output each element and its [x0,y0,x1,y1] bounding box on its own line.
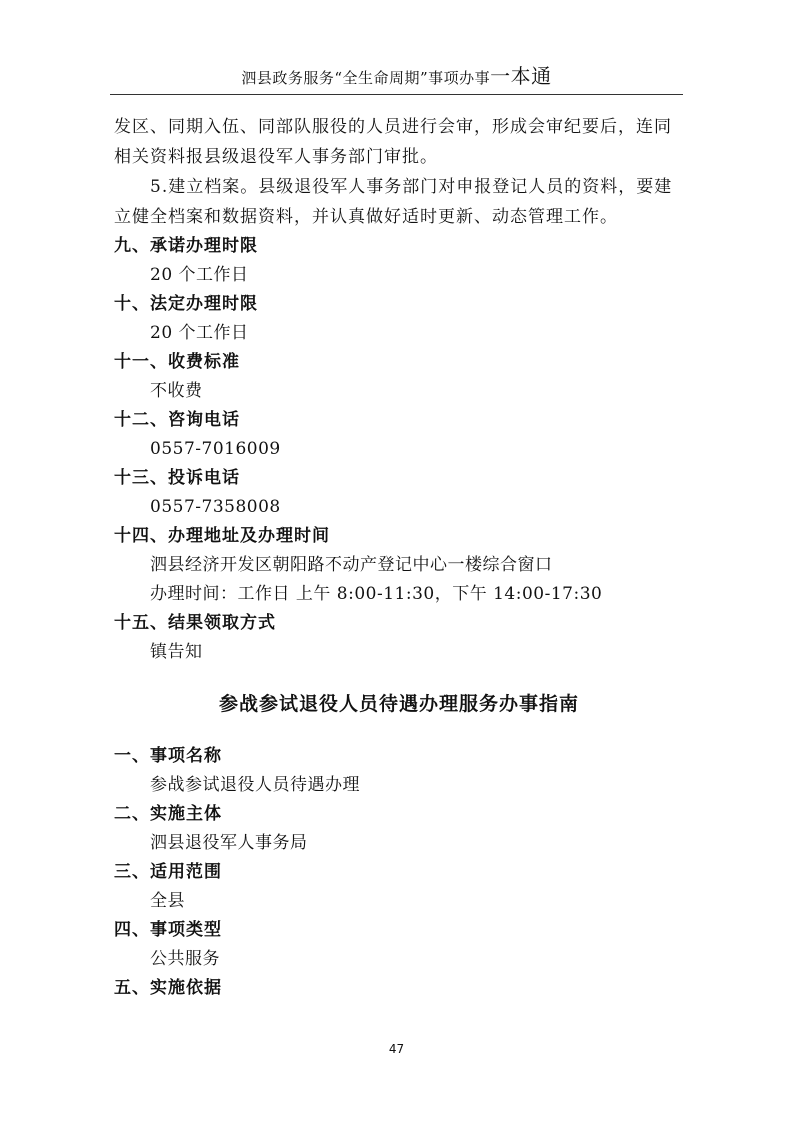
section-line: 20 个工作日 [150,265,249,285]
section-heading: 十二、咨询电话 [114,410,240,430]
section-heading: 十三、投诉电话 [114,468,240,488]
document-body [114,112,684,1003]
page-number: 47 [388,1042,405,1056]
guide-section-2 [114,800,684,858]
section-14 [114,522,684,609]
section-line: 公共服务 [150,949,220,969]
section-11 [114,348,684,406]
guide-section-3 [114,858,684,916]
section-15 [114,609,684,667]
section-heading: 二、实施主体 [114,804,222,824]
complaint-phone: 0557-7358008 [150,497,281,517]
section-heading: 十四、办理地址及办理时间 [114,526,330,546]
section-line: 20 个工作日 [150,323,249,343]
page-header [0,60,793,89]
header-rule [110,94,683,95]
section-line: 镇告知 [150,642,203,662]
section-heading: 四、事项类型 [114,920,222,940]
section-9 [114,232,684,290]
office-address: 泗县经济开发区朝阳路不动产登记中心一楼综合窗口 [150,555,553,575]
section-heading: 三、适用范围 [114,862,222,882]
section-10 [114,290,684,348]
intro-paragraph-2: 5.建立档案。县级退役军人事务部门对申报登记人员的资料，要建立健全档案和数据资料，并认真做好适时更新、动态管理工作。 [114,177,673,227]
section-line: 参战参试退役人员待遇办理 [150,775,360,795]
section-line: 全县 [150,891,185,911]
section-heading: 九、承诺办理时限 [114,236,258,256]
guide-section-4 [114,916,684,974]
section-12 [114,406,684,464]
guide-title: 参战参试退役人员待遇办理服务办事指南 [218,693,579,715]
header-emphasis: 一本通 [490,64,552,88]
header-text: 泗县政务服务“全生命周期”事项办事 [241,69,491,87]
section-heading: 十五、结果领取方式 [114,613,276,633]
section-heading: 五、实施依据 [114,978,222,998]
section-heading: 十、法定办理时限 [114,294,258,314]
section-13 [114,464,684,522]
guide-section-5 [114,974,684,1003]
intro-paragraph-1: 发区、同期入伍、同部队服役的人员进行会审，形成会审纪要后，连同相关资料报县级退役军人事务部门审批。 [114,117,672,167]
office-hours: 办理时间：工作日 上午 8:00-11:30，下午 14:00-17:30 [150,584,603,604]
section-heading: 十一、收费标准 [114,352,240,372]
guide-section-1 [114,742,684,800]
section-line: 泗县退役军人事务局 [150,833,308,853]
section-line: 不收费 [150,381,203,401]
section-heading: 一、事项名称 [114,746,222,766]
consult-phone: 0557-7016009 [150,439,281,459]
